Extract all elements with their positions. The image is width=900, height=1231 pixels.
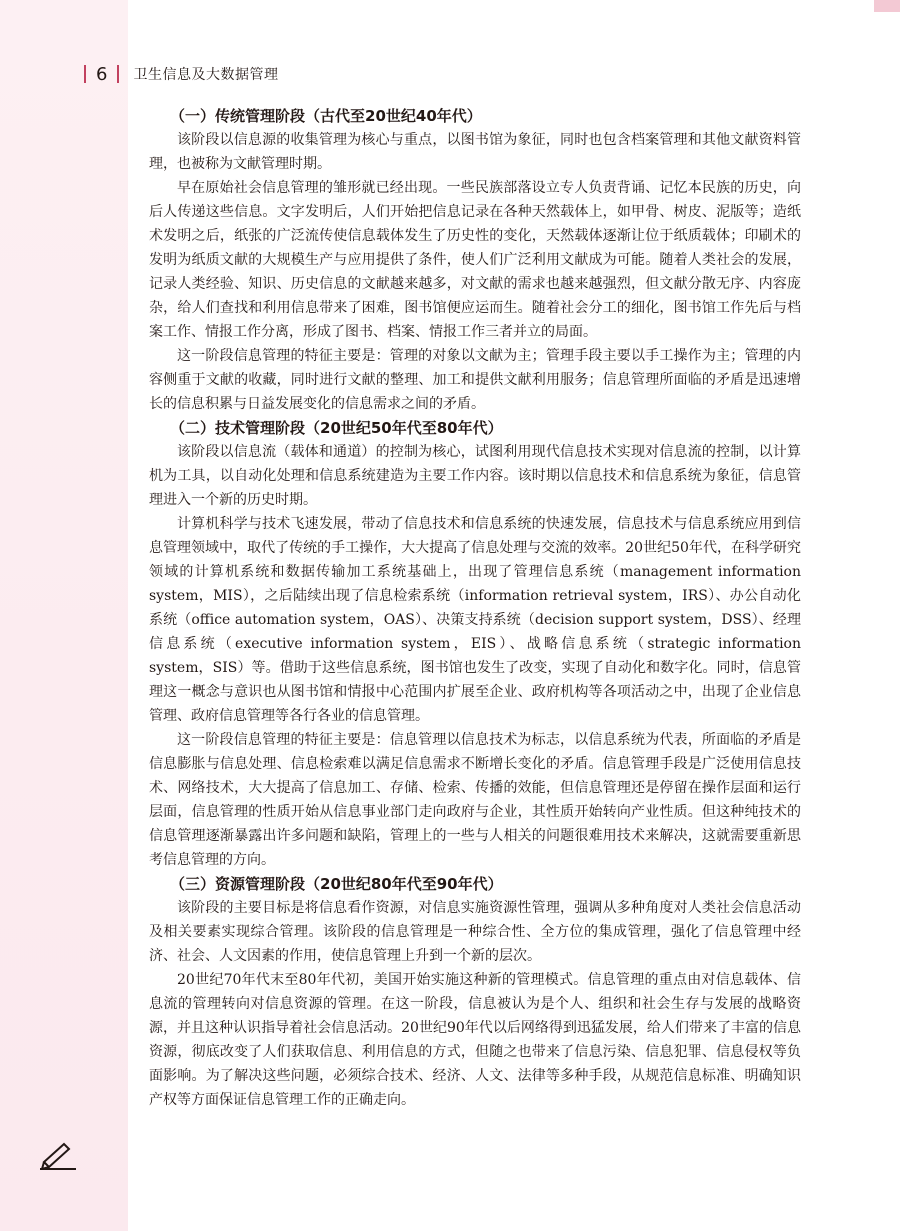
corner-decoration [874, 0, 900, 12]
section-heading-3: （三）资源管理阶段（20世纪80年代至90年代） [170, 875, 503, 893]
paragraph: 20世纪70年代末至80年代初，美国开始实施这种新的管理模式。信息管理的重点由对信息载体、信息流的管理转向对信息资源的管理。在这一阶段，信息被认为是个人、组织和社会生存与发展的战略资源，并且这种认识指导着社会信息活动。20世纪90年代以后网络得到迅猛发展，给人们带来了丰富的信息资源，彻底改变了人们获取信息、利用信息的方式，但随之也带来了信息污染、信息犯罪、信息侵权等负面影响。为了解决这些问题，必须综合技术、经济、人文、法律等多种手段，从规范信息标准、明确知识产权等方面保证信息管理工作的正确走向。 [149, 972, 801, 1108]
section-heading-2: （二）技术管理阶段（20世纪50年代至80年代） [170, 419, 503, 437]
page-body [149, 104, 801, 1112]
book-title: 卫生信息及大数据管理 [133, 67, 279, 83]
paragraph: 早在原始社会信息管理的雏形就已经出现。一些民族部落设立专人负责背诵、记忆本民族的历史，向后人传递这些信息。文字发明后，人们开始把信息记录在各种天然载体上，如甲骨、树皮、泥版等；造纸术发明之后，纸张的广泛流传使信息载体发生了历史性的变化，天然载体逐渐让位于纸质载体；印刷术的发明为纸质文献的大规模生产与应用提供了条件，使人们广泛利用文献成为可能。随着人类社会的发展，记录人类经验、知识、历史信息的文献越来越多，对文献的需求也越来越强烈，但文献分散无序、内容庞杂，给人们查找和利用信息带来了困难，图书馆便应运而生。随着社会分工的细化，图书馆工作先后与档案工作、情报工作分离，形成了图书、档案、情报工作三者并立的局面。 [149, 180, 801, 340]
running-header [84, 62, 278, 86]
paragraph: 该阶段以信息流（载体和通道）的控制为核心，试图利用现代信息技术实现对信息流的控制，以计算机为工具，以自动化处理和信息系统建造为主要工作内容。该时期以信息技术和信息系统为象征，信息管理进入一个新的历史时期。 [149, 444, 801, 508]
paragraph: 计算机科学与技术飞速发展，带动了信息技术和信息系统的快速发展，信息技术与信息系统应用到信息管理领域中，取代了传统的手工操作，大大提高了信息处理与交流的效率。20世纪50年代，在科学研究领域的计算机系统和数据传输加工系统基础上，出现了管理信息系统（management information system，MIS），之后陆续出现了信息检索系统（information retrieval system，IRS）、办公自动化系统（office automation system，OAS）、决策支持系统（decision support system，DSS）、经理信息系统（executive information system，EIS）、战略信息系统（strategic information system，SIS）等。借助于这些信息系统，图书馆也发生了改变，实现了自动化和数字化。同时，信息管理这一概念与意识也从图书馆和情报中心范围内扩展至企业、政府机构等各项活动之中，出现了企业信息管理、政府信息管理等各行各业的信息管理。 [149, 516, 801, 724]
section-heading-1: （一）传统管理阶段（古代至20世纪40年代） [170, 107, 482, 125]
paragraph: 该阶段的主要目标是将信息看作资源，对信息实施资源性管理，强调从多种角度对人类社会信息活动及相关要素实现综合管理。该阶段的信息管理是一种综合性、全方位的集成管理，强化了信息管理中经济、社会、人文因素的作用，使信息管理上升到一个新的层次。 [149, 900, 801, 964]
header-bar-right [117, 65, 119, 83]
side-band [0, 0, 128, 1231]
paragraph: 该阶段以信息源的收集管理为核心与重点，以图书馆为象征，同时也包含档案管理和其他文献资料管理，也被称为文献管理时期。 [149, 132, 801, 172]
page-number: 6 [96, 63, 108, 85]
pencil-note-icon [38, 1140, 78, 1170]
paragraph: 这一阶段信息管理的特征主要是：信息管理以信息技术为标志，以信息系统为代表，所面临的矛盾是信息膨胀与信息处理、信息检索难以满足信息需求不断增长变化的矛盾。信息管理手段是广泛使用信息技术、网络技术，大大提高了信息加工、存储、检索、传播的效能，但信息管理还是停留在操作层面和运行层面，信息管理的性质开始从信息事业部门走向政府与企业，其性质开始转向产业性质。但这种纯技术的信息管理逐渐暴露出许多问题和缺陷，管理上的一些与人相关的问题很难用技术来解决，这就需要重新思考信息管理的方向。 [149, 732, 801, 868]
paragraph: 这一阶段信息管理的特征主要是：管理的对象以文献为主；管理手段主要以手工操作为主；管理的内容侧重于文献的收藏，同时进行文献的整理、加工和提供文献利用服务；信息管理所面临的矛盾是迅速增长的信息积累与日益发展变化的信息需求之间的矛盾。 [149, 348, 801, 412]
header-bar-left [84, 65, 86, 83]
